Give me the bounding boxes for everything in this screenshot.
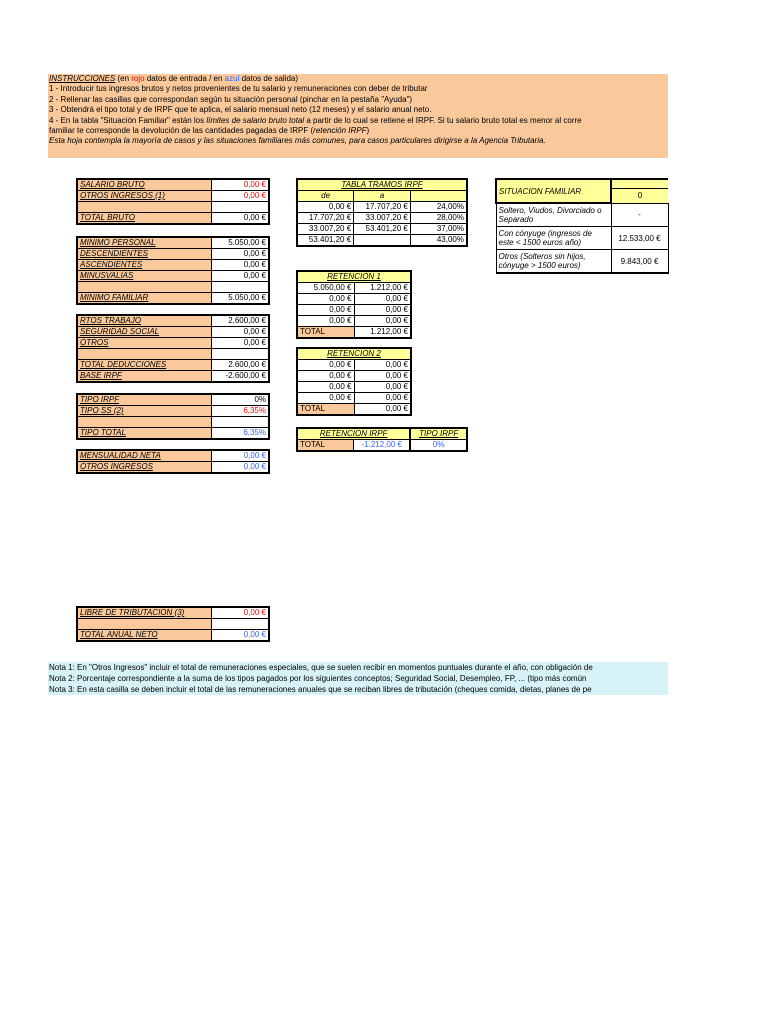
situacion-familiar-header-top: [611, 179, 668, 189]
spacer-cell: [212, 619, 270, 630]
base-irpf-label: BASE IRPF: [77, 371, 212, 383]
retencion-cell: 0,00 €: [354, 371, 411, 382]
tipo-irpf-label: TIPO IRPF: [77, 394, 212, 406]
note-1: Nota 1: En "Otros Ingresos" incluir el total de remuneraciones especiales, que se suelen recibir en momentos puntuales durante el año, con obligación de: [49, 663, 593, 672]
spacer-cell: [212, 417, 270, 428]
total-bruto-value: 0,00 €: [212, 213, 270, 225]
retencion-cell: 1.212,00 €: [354, 283, 411, 294]
tramo-cell: 17.707,20 €: [354, 202, 411, 213]
otros-ingresos-1-input[interactable]: 0,00 €: [212, 191, 270, 202]
tramo-pct: 37,00%: [410, 224, 467, 235]
retencion-2-total: 0,00 €: [385, 404, 408, 413]
tipo-total-label: TIPO TOTAL: [77, 428, 212, 440]
seguridad-social-value: 0,00 €: [212, 327, 270, 338]
ascendientes-value: 0,00 €: [212, 260, 270, 271]
retencion-1-total: 1.212,00 €: [370, 327, 408, 336]
otros-ingresos-value: 0,00 €: [212, 462, 270, 474]
situacion-familiar-row-1-value: -: [611, 203, 668, 227]
retencion-cell: 0,00 €: [297, 382, 354, 393]
deducciones-table: [76, 314, 270, 383]
minimo-familiar-label: MINIMO FAMILIAR: [77, 293, 212, 305]
anual-table: [76, 606, 270, 642]
tipo-total-value: 6,35%: [212, 428, 270, 440]
tramo-pct: 43,00%: [436, 235, 464, 244]
otros-ingresos-1-label: OTROS INGRESOS (1): [77, 191, 212, 202]
libre-tributacion-input[interactable]: 0,00 €: [212, 607, 270, 619]
retencion-1-total-label: TOTAL: [297, 327, 354, 339]
retencion-cell: 0,00 €: [297, 294, 354, 305]
retencion-irpf-title: RETENCION IRPF: [297, 428, 410, 440]
tramo-cell: 53.401,20 €: [354, 224, 411, 235]
otros-value: 0,00 €: [212, 338, 270, 349]
descendientes-value: 0,00 €: [212, 249, 270, 260]
rtos-trabajo-value: 2.600,00 €: [212, 315, 270, 327]
retencion-cell: 0,00 €: [297, 393, 354, 404]
tramos-col-pct: [410, 191, 467, 202]
mensualidad-neta-label: MENSUALIDAD NETA: [77, 450, 212, 462]
notes-panel: [48, 662, 668, 695]
instructions-panel: [48, 74, 668, 158]
minusvalias-value: 0,00 €: [212, 271, 270, 282]
retencion-cell: 0,00 €: [297, 305, 354, 316]
tipos-table: [76, 393, 270, 440]
retencion-cell: 0,00 €: [354, 294, 411, 305]
spacer: [77, 349, 212, 360]
instruction-line-3: 3 - Obtendrá el tipo total y de IRPF que te aplica, el salario mensual neto (12 meses) y el salario anual neto.: [49, 105, 432, 115]
situacion-familiar-row-3: Otros (Solteros sin hijos, cónyuge > 1500 euros): [496, 250, 611, 274]
tramos-irpf-table: [296, 178, 468, 247]
tramos-col-de: de: [297, 191, 354, 202]
mensualidad-neta-value: 0,00 €: [212, 450, 270, 462]
tramo-cell: 53.401,20 €: [297, 235, 354, 247]
base-irpf-value: -2.600,00 €: [212, 371, 270, 383]
retencion-cell: 0,00 €: [297, 316, 354, 327]
retencion-cell: 0,00 €: [354, 360, 411, 371]
retencion-2-total-label: TOTAL: [297, 404, 354, 416]
spacer: [77, 282, 212, 293]
minimo-familiar-value: 5.050,00 €: [212, 293, 270, 305]
spacer-cell: [212, 282, 270, 293]
situacion-familiar-table: [495, 178, 669, 274]
instructions-header: INSTRUCCIONES (en rojo datos de entrada / en azul datos de salida): [49, 74, 299, 83]
retencion-1-title: RETENCION 1: [297, 271, 411, 283]
salario-bruto-input[interactable]: 0,00 €: [212, 179, 270, 191]
retencion-cell: 0,00 €: [297, 360, 354, 371]
total-anual-neto-label: TOTAL ANUAL NETO: [77, 630, 212, 642]
libre-tributacion-label: LIBRE DE TRIBUTACION (3): [77, 607, 212, 619]
descendientes-label: DESCENDIENTES: [77, 249, 212, 260]
situacion-familiar-row-1: Soltero, Viudos, Divorciado o Separado: [496, 203, 611, 227]
tramos-col-a: a: [354, 191, 411, 202]
tipo-irpf-title: TIPO IRPF: [410, 428, 467, 440]
situacion-familiar-title: SITUACION FAMILIAR: [496, 179, 611, 203]
retencion-irpf-table: [296, 427, 468, 452]
ascendientes-label: ASCENDIENTES: [77, 260, 212, 271]
retencion-irpf-total: -1.212,00 €: [354, 440, 411, 452]
instruction-line-6: Esta hoja contempla la mayoría de casos y las situaciones familiares más comunes, para casos particulares dirigirse a la Agencia Tributaria.: [49, 136, 546, 146]
seguridad-social-label: SEGURIDAD SOCIAL: [77, 327, 212, 338]
tramo-cell: [354, 235, 411, 247]
tipo-irpf-result: 0%: [432, 440, 445, 449]
instruction-line-5: familiar te corresponde la devolución de las cantidades pagadas de IRPF (retención IRPF): [49, 126, 370, 136]
total-deducciones-value: 2.600,00 €: [212, 360, 270, 371]
situacion-familiar-col-0: 0: [611, 189, 668, 204]
tramo-pct: 28,00%: [410, 213, 467, 224]
retencion-cell: 0,00 €: [354, 305, 411, 316]
retencion-cell: 0,00 €: [354, 393, 411, 404]
situacion-familiar-row-2: Con cónyuge (ingresos de este < 1500 euros año): [496, 227, 611, 250]
mensualidad-table: [76, 449, 270, 474]
tramo-cell: 17.707,20 €: [297, 213, 354, 224]
total-anual-neto-value: 0,00 €: [212, 630, 270, 642]
minimo-personal-value: 5.050,00 €: [212, 237, 270, 249]
otros-ingresos-label: OTROS INGRESOS: [77, 462, 212, 474]
retencion-2-table: [296, 347, 412, 416]
spacer-cell: [212, 349, 270, 360]
retencion-cell: 0,00 €: [354, 316, 411, 327]
instruction-line-2: 2 - Rellenar las casillas que correspondan según tu situación personal (pinchar en la pestaña "Ayuda"): [49, 94, 413, 104]
retencion-2-title: RETENCION 2: [297, 348, 411, 360]
spacer: [77, 202, 212, 213]
retencion-cell: 5.050,00 €: [297, 283, 354, 294]
note-3: Nota 3: En esta casilla se deben incluir el total de las remuneraciones anuales que se reciban libres de tributación (cheques comida, dietas, planes de pe: [49, 685, 592, 694]
minimo-personal-label: MINIMO PERSONAL: [77, 237, 212, 249]
spacer: [77, 417, 212, 428]
instruction-line-4: 4 - En la tabla "Situación Familiar" están los límites de salario bruto total a partir de lo cual se retiene el IRPF. Si tu salario bruto total es menor al corre: [49, 115, 582, 125]
retencion-irpf-total-label: TOTAL: [297, 440, 354, 452]
total-bruto-label: TOTAL BRUTO: [77, 213, 212, 225]
retencion-1-table: [296, 270, 412, 339]
total-deducciones-label: TOTAL DEDUCCIONES: [77, 360, 212, 371]
tipo-ss-input[interactable]: 6,35%: [212, 406, 270, 417]
minusvalias-label: MINUSVALIAS: [77, 271, 212, 282]
rtos-trabajo-label: RTOS TRABAJO: [77, 315, 212, 327]
tramo-cell: 33.007,20 €: [354, 213, 411, 224]
retencion-cell: 0,00 €: [354, 382, 411, 393]
tramos-title: TABLA TRAMOS IRPF: [297, 179, 467, 191]
retencion-cell: 0,00 €: [297, 371, 354, 382]
tipo-ss-label: TIPO SS (2): [77, 406, 212, 417]
tramo-pct: 24,00%: [410, 202, 467, 213]
otros-label: OTROS: [77, 338, 212, 349]
minimos-table: [76, 236, 270, 305]
tramo-cell: 33.007,20 €: [297, 224, 354, 235]
salario-bruto-label: SALARIO BRUTO: [77, 179, 212, 191]
instruction-line-1: 1 - Introducir tus ingresos brutos y netos provenientes de tu salario y remuneraciones con deber de tributar: [49, 84, 428, 94]
spacer-cell: [212, 202, 270, 213]
situacion-familiar-row-3-value: 9.843,00 €: [611, 250, 668, 274]
note-2: Nota 2: Porcentaje correspondiente a la suma de los tipos pagados por los siguientes conceptos; Seguridad Social, Desempleo, FP, ... (tipo más común: [49, 674, 587, 683]
situacion-familiar-row-2-value: 12.533,00 €: [611, 227, 668, 250]
spacer: [77, 619, 212, 630]
income-table: [76, 178, 270, 225]
tramo-cell: 0,00 €: [297, 202, 354, 213]
tipo-irpf-value: 0%: [212, 394, 270, 406]
